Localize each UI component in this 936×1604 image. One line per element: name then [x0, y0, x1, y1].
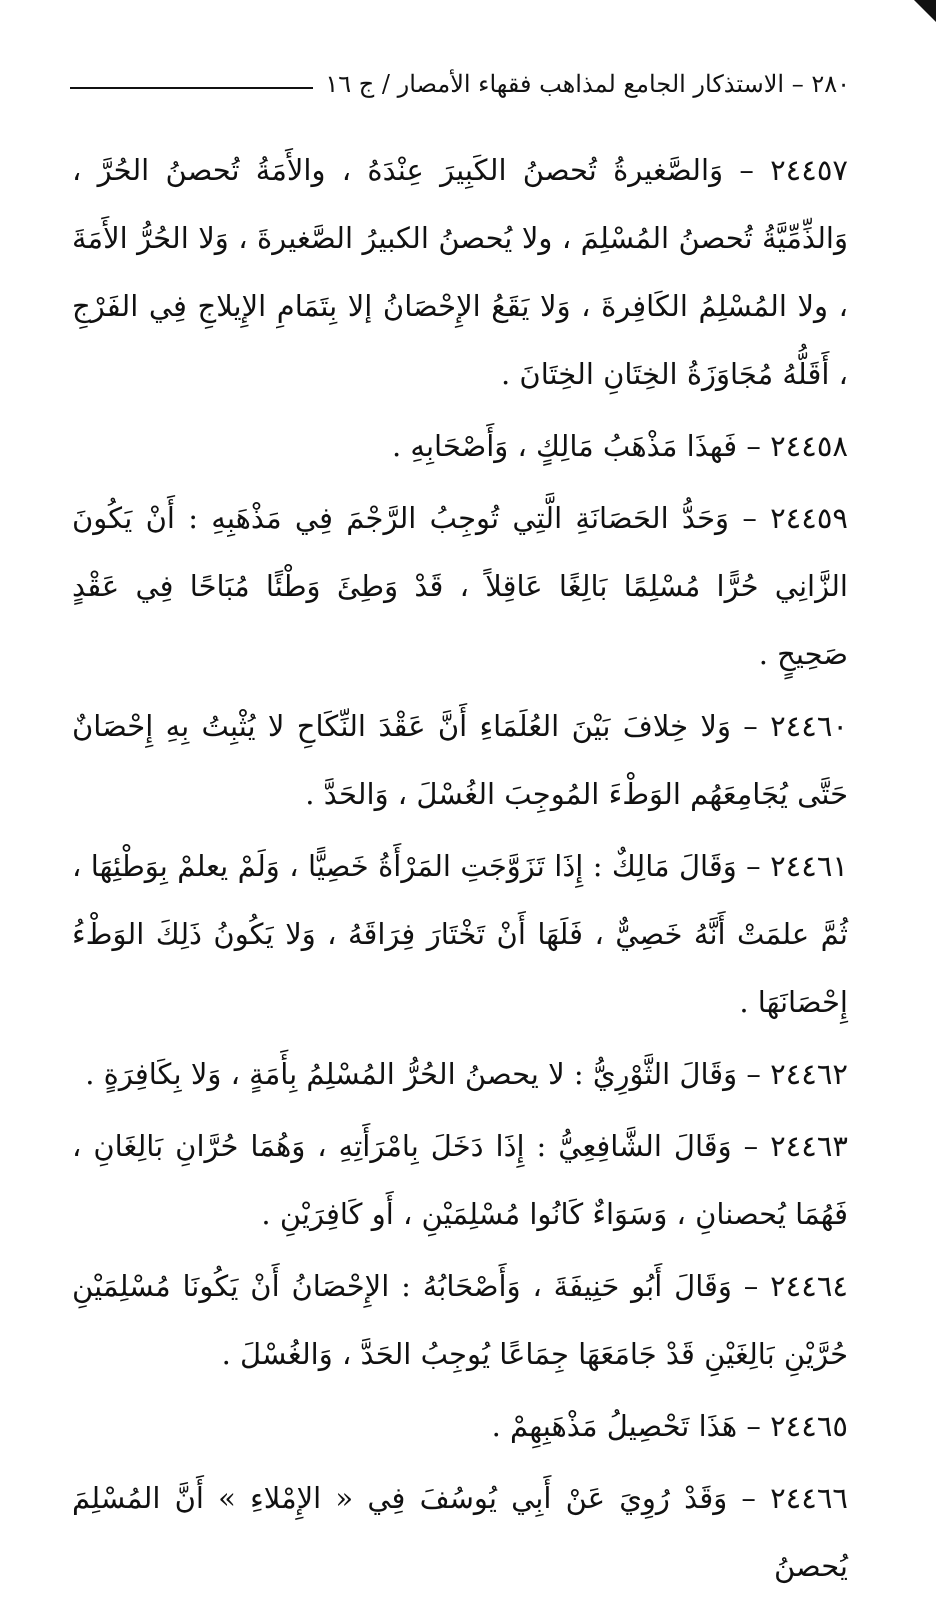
header-rule	[70, 87, 313, 89]
paragraph-24465: ٢٤٤٦٥ – هَذَا تَحْصِيلُ مَذْهَبِهِمْ .	[491, 1409, 848, 1443]
paragraph-24466: ٢٤٤٦٦ – وَقَدْ رُوِيَ عَنْ أَبِي يُوسُفَ فِي « الإِمْلاءِ » أَنَّ المُسْلِمَ يُحصنُ	[72, 1481, 848, 1583]
paragraph-24458: ٢٤٤٥٨ – فَهذَا مَذْهَبُ مَالِكٍ ، وَأَصْحَابِهِ .	[391, 429, 848, 463]
paragraph-24462: ٢٤٤٦٢ – وَقَالَ الثَّوْرِيُّ : لا يحصنُ الحُرُّ المُسْلِمُ بِأَمَةٍ ، وَلا بِكَافِرَةٍ .	[85, 1057, 848, 1091]
paragraph-24464: ٢٤٤٦٤ – وَقَالَ أَبُو حَنِيفَةَ ، وَأَصْحَابُهُ : الإِحْصَانُ أَنْ يَكُونَا مُسْلِمَيْنِ حُرَّيْنِ بَالِغَيْنِ قَدْ جَامَعَهَا جِمَاعًا يُوجِبُ الحَدَّ ، وَالغُسْلَ .	[72, 1269, 848, 1371]
running-header	[70, 64, 850, 104]
header-title: ٢٨٠ – الاستذكار الجامع لمذاهب فقهاء الأمصار / ج ١٦	[325, 70, 850, 98]
page-body	[72, 136, 848, 1604]
paragraph-24461: ٢٤٤٦١ – وَقَالَ مَالِكٌ : إِذَا تَزَوَّجَتِ المَرْأَةُ خَصِيًّا ، وَلَمْ يعلمْ بِوَطْئِهَا ، ثُمَّ علمَتْ أَنَّهُ خَصِيٌّ ، فَلَهَا أَنْ تَخْتَارَ فِرَاقَهُ ، وَلا يَكُونُ ذَلِكَ الوَطْءُ إِحْصَانَهَا .	[72, 849, 848, 1019]
page-corner-mark	[914, 0, 936, 22]
paragraph-24460: ٢٤٤٦٠ – وَلا خِلافَ بَيْنَ العُلَمَاءِ أَنَّ عَقْدَ النِّكَاحِ لا يُثْبِتُ بِهِ إِحْصَانٌ حَتَّى يُجَامِعَهُم الوَطْءَ المُوجِبَ الغُسْلَ ، وَالحَدَّ .	[72, 709, 848, 811]
paragraph-24459: ٢٤٤٥٩ – وَحَدُّ الحَصَانَةِ الَّتِي تُوجِبُ الرَّجْمَ فِي مَذْهَبِهِ : أَنْ يَكُونَ الزَّانِي حُرًّا مُسْلِمًا بَالِغًا عَاقِلاً ، قَدْ وَطِئَ وَطْئًا مُبَاحًا فِي عَقْدٍ صَحِيحٍ .	[72, 501, 848, 671]
paragraph-24463: ٢٤٤٦٣ – وَقَالَ الشَّافِعِيُّ : إِذَا دَخَلَ بِامْرَأَتِهِ ، وَهُمَا حُرَّانِ بَالِغَانِ ، فَهُمَا يُحصنانِ ، وَسَوَاءٌ كَانُوا مُسْلِمَيْنِ ، أَو كَافِرَيْنِ .	[72, 1129, 848, 1231]
paragraph-24457: ٢٤٤٥٧ – وَالصَّغيرةُ تُحصنُ الكَبِيرَ عِنْدَهُ ، والأَمَةُ تُحصنُ الحُرَّ ، وَالذِّمِّيَّةُ تُحصنُ المُسْلِمَ ، ولا يُحصنُ الكبيرُ الصَّغيرةَ ، وَلا الحُرُّ الأَمَةَ ، ولا المُسْلِمُ الكَافِرةَ ، وَلا يَقَعُ الإِحْصَانُ إلا بِتَمَامِ الإِيلاجِ فِي الفَرْجِ ، أَقَلُّهُ مُجَاوَزَةُ الخِتَانِ الخِتَانَ .	[72, 153, 848, 391]
